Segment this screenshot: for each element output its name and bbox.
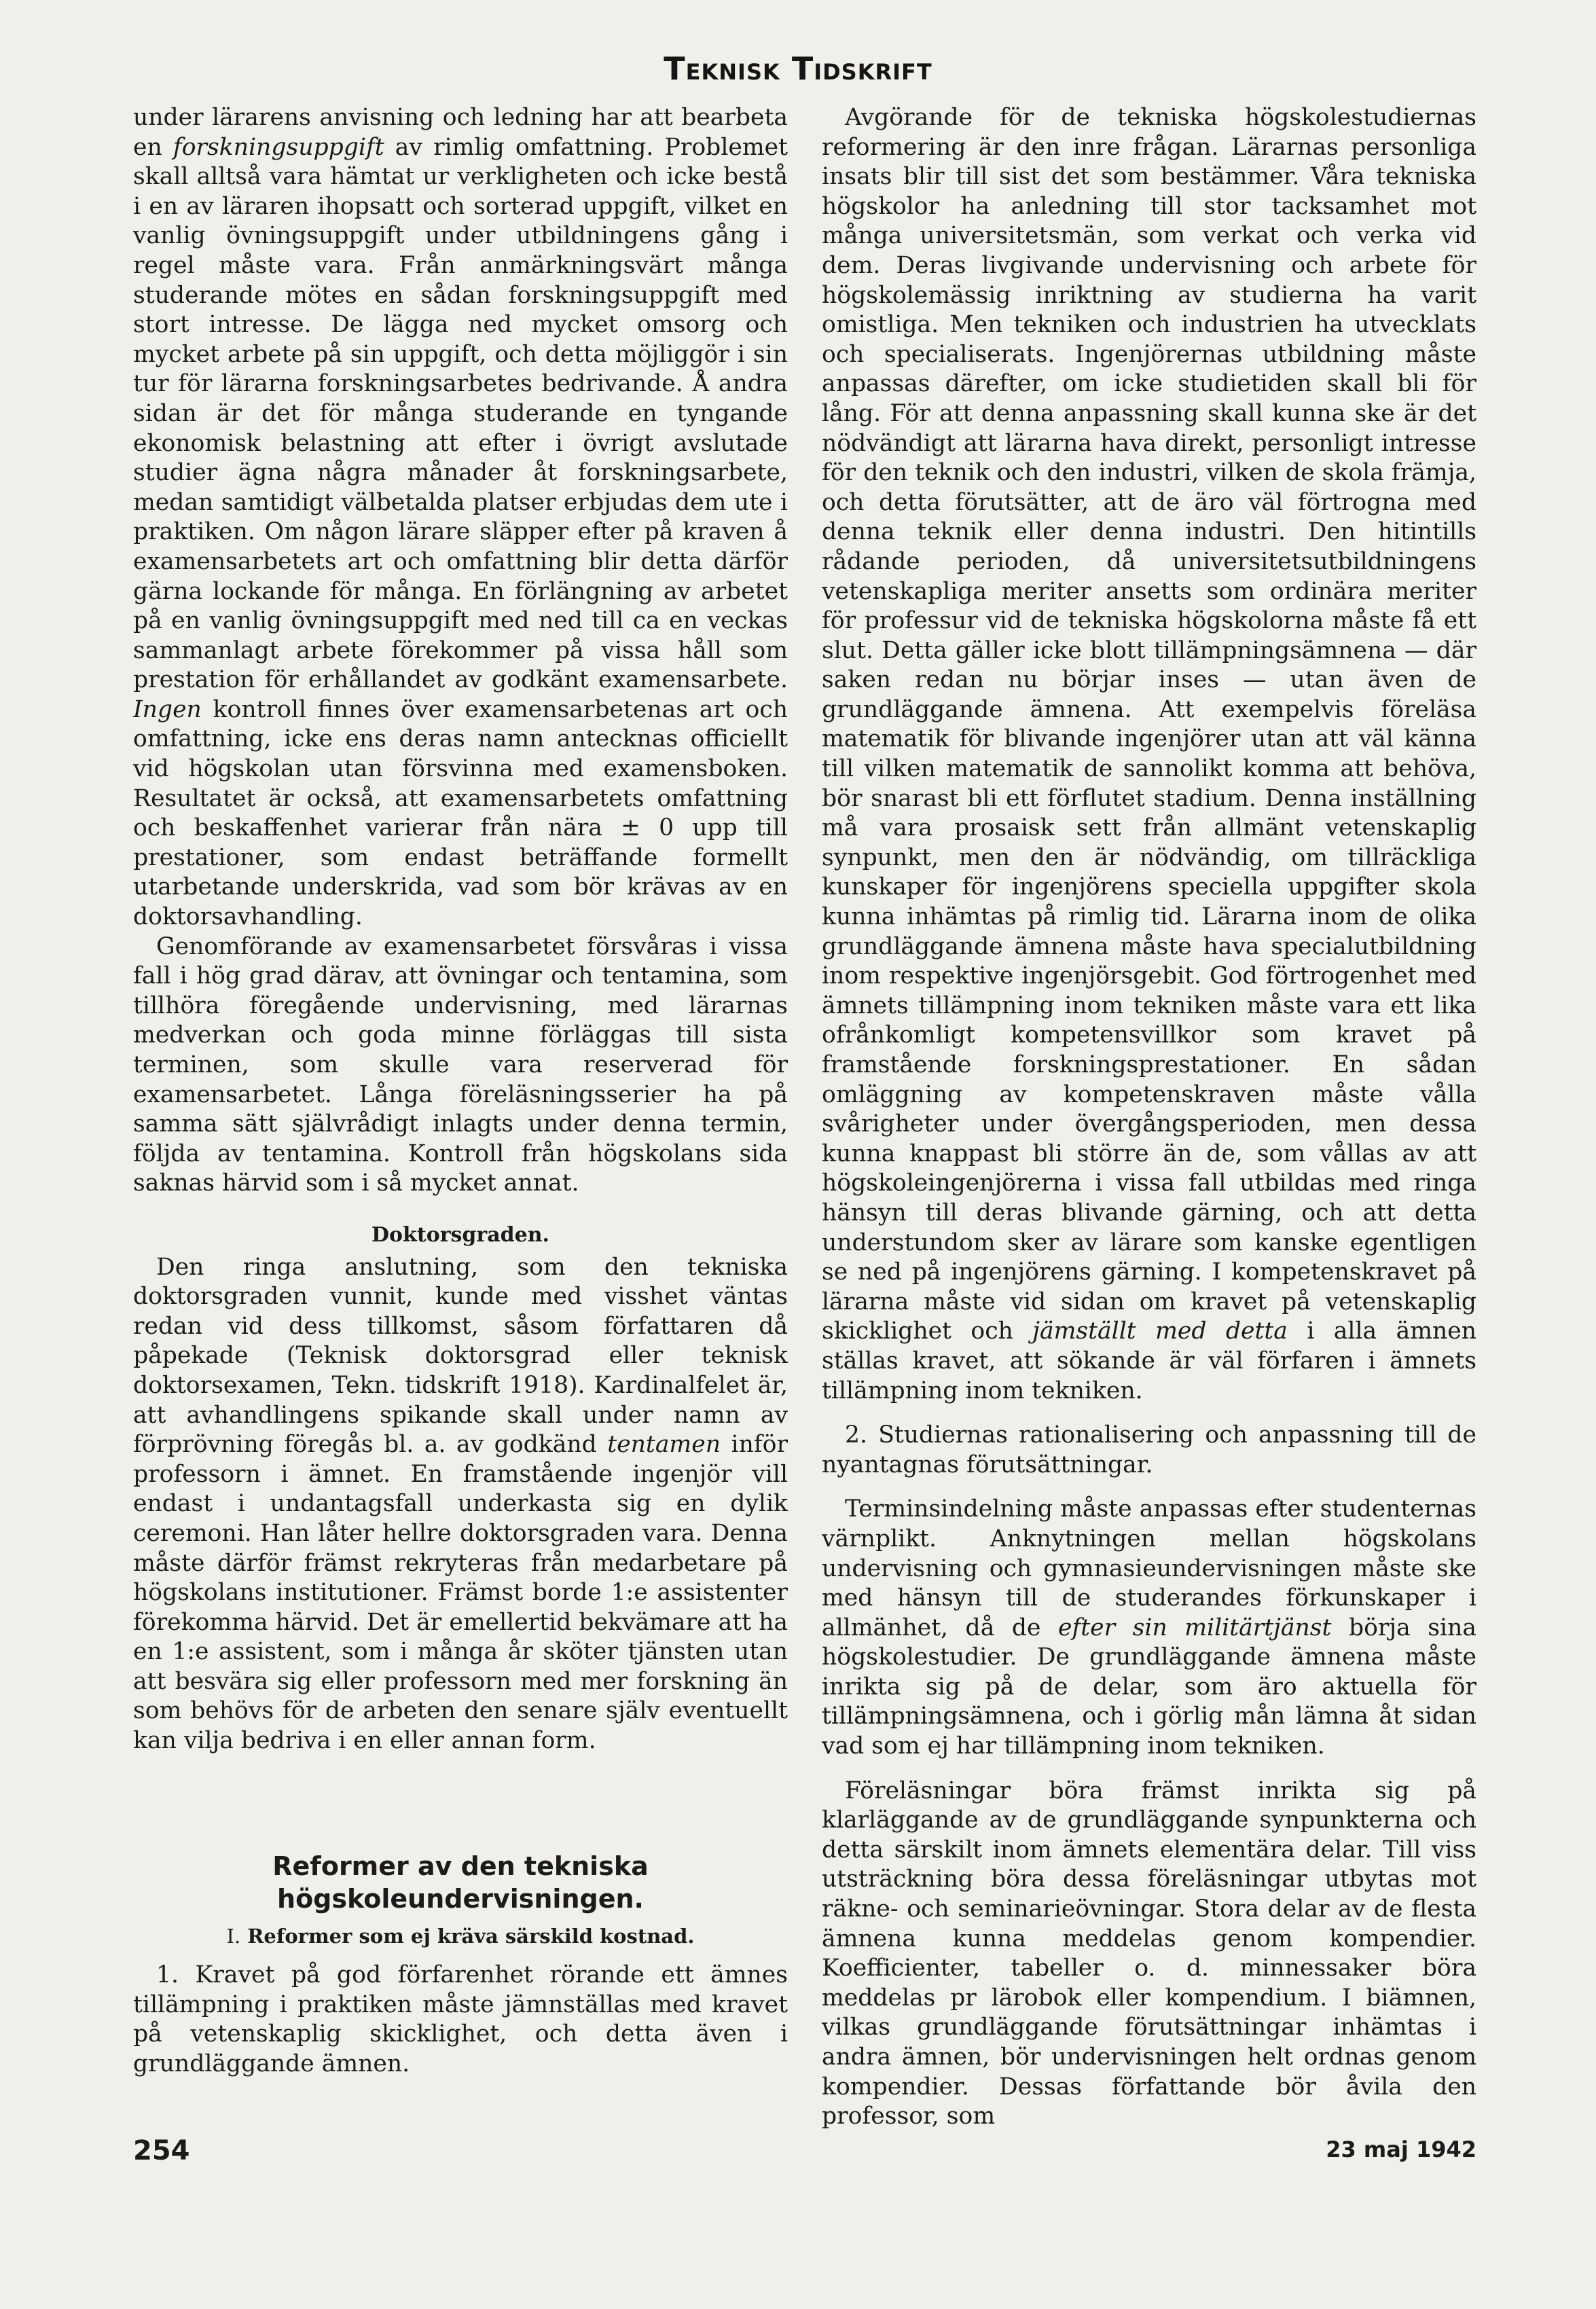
paragraph: Föreläsningar böra främst inrikta sig på klarläggande av de grundläggande synpunkterna och detta särskilt inom ämnets elementära delar. Till viss utsträckning böra dessa föreläsningar utbytas mot räkne- och seminarieövningar. Stora delar av de flesta ämnena kunna meddelas genom kompendier. Koefficienter, tabeller o. d. minnessaker böra meddelas pr lärobok eller kompendium. I biämnen, vilkas grundläggande förutsättningar inhämtas i andra ämnen, bör undervisningen helt ordnas genom kompendier. Dessas författande bör åvila den professor, som [822,1777,1476,2130]
paragraph: 2. Studiernas rationalisering och anpassning till de nyantagnas förutsättningar. [822,1421,1476,1478]
section-subtitle: I. Reformer som ej kräva särskild kostnad. [226,1924,695,1948]
journal-header: Teknisk Tidskrift [664,50,932,87]
paragraph: Den ringa anslutning, som den tekniska doktorsgraden vunnit, kunde med visshet väntas redan vid dess tillkomst, såsom författaren då påpekade (Teknisk doktorsgrad eller teknisk doktorsexamen, Tekn. tidskrift 1918). Kardinalfelet är, att avhandlingens spikande skall under namn av förprövning föregås bl. a. av godkänd tentamen inför professorn i ämnet. En framstående ingenjör vill endast i undantagsfall underkasta sig en dylik ceremoni. Han låter hellre doktorsgraden vara. Denna måste därför främst rekryteras från medarbetare på högskolans institutioner. Främst borde 1:e assistenter förekomma härvid. Det är emellertid bekvämare att ha en 1:e assistent, som i många år sköter tjänsten utan att besvära sig eller professorn med mer forskning än som behövs för de arbeten den senare själv eventuellt kan vilja bedriva i en eller annan form. [133,1253,788,1755]
section-title: Reformer av den tekniska högskoleundervisningen. [272,1851,649,1914]
paragraph: under lärarens anvisning och ledning har att bearbeta en forskningsuppgift av rimlig omfattning. Problemet skall alltså vara hämtat ur verkligheten och icke bestå i en av läraren ihopsatt och sorterad uppgift, vilket en vanlig övningsuppgift under utbildningens gång i regel måste vara. Från anmärkningsvärt många studerande mötes en sådan forskningsuppgift med stort intresse. De lägga ned mycket omsorg och mycket arbete på sin uppgift, och detta möjliggör i sin tur för lärarna forskningsarbetes bedrivande. Å andra sidan är det för många studerande en tyngande ekonomisk belastning att efter i övrigt avslutade studier ägna några månader åt forskningsarbete, medan samtidigt välbetalda platser erbjudas dem ute i praktiken. Om någon lärare släpper efter på kraven å examensarbetets art och omfattning blir detta därför gärna lockande för många. En förlängning av arbetet på en vanlig övningsuppgift med ned till ca en veckas sammanlagt arbete förekommer på vissa håll som prestation för erhållandet av godkänt examensarbete. Ingen kontroll finnes över examensarbetenas art och omfattning, icke ens deras namn antecknas officiellt vid högskolan utan försvinna med examensboken. Resultatet är också, att examensarbetets omfattning och beskaffenhet varierar från nära ± 0 upp till prestationer, som endast beträffande formellt utarbetande underskrida, vad som bör krävas av en doktorsavhandling. [133,104,788,931]
paragraph: Genomförande av examensarbetet försvåras i vissa fall i hög grad därav, att övningar och tentamina, som tillhöra föregående undervisning, med lärarnas medverkan och goda minne förläggas till sista terminen, som skulle vara reserverad för examensarbetet. Långa föreläsningsserier ha på samma sätt självrådigt inlagts under denna termin, följda av tentamina. Kontroll från högskolans sida saknas härvid som i så mycket annat. [133,932,788,1197]
issue-date: 23 maj 1942 [1326,2137,1476,2162]
paragraph: 1. Kravet på god förfarenhet rörande ett ämnes tillämpning i praktiken måste jämnställas med kravet på vetenskaplig skicklighet, och detta även i grundläggande ämnen. [133,1961,788,2078]
page-number: 254 [133,2135,190,2166]
paragraph: Avgörande för de tekniska högskolestudiernas reformering är den inre frågan. Lärarnas personliga insats blir till sist det som bestämmer. Våra tekniska högskolor ha anledning till stor tacksamhet mot många universitetsmän, som verkat och verka vid dem. Deras livgivande undervisning och arbete för högskolemässig inriktning av studierna ha varit omistliga. Men tekniken och industrien ha utvecklats och specialiserats. Ingenjörernas utbildning måste anpassas därefter, om icke studietiden skall bli för lång. För att denna anpassning skall kunna ske är det nödvändigt att lärarna hava direkt, personligt intresse för den teknik och den industri, vilken de skola främja, och detta förutsätter, att de äro väl förtrogna med denna teknik eller denna industri. Den hitintills rådande perioden, då universitetsutbildningens vetenskapliga meriter ansetts som ordinära meriter för professur vid de tekniska högskolorna måste få ett slut. Detta gäller icke blott tillämpningsämnena — där saken redan nu börjar inses — utan även de grundläggande ämnena. Att exempelvis föreläsa matematik för blivande ingenjörer utan att väl känna till vilken matematik de sannolikt komma att behöva, bör snarast bli ett förflutet stadium. Denna inställning må vara prosaisk sett från allmänt vetenskaplig synpunkt, men den är nödvändig, om tillräckliga kunskaper för ingenjörens speciella uppgifter skola kunna inhämtas på rimlig tid. Lärarna inom de olika grundläggande ämnena måste hava specialutbildning inom respektive ingenjörsgebit. God förtrogenhet med ämnets tillämpning inom tekniken måste vara ett lika ofrånkomligt kompetensvillkor som kravet på framstående forskningsprestationer. En sådan omläggning av kompetenskraven måste vålla svårigheter under övergångsperioden, men dessa kunna knappast bli större än de, som vållas av att högskoleingenjörerna i vissa fall utbildas med ringa hänsyn till deras blivande gärning, och att detta understundom sker av lärare som kanske egentligen se ned på ingenjörens gärning. I kompetenskravet på lärarna måste vid sidan om kravet på vetenskaplig skicklighet och jämställt med detta i alla ämnen ställas kravet, att sökande är väl förfaren i ämnets tillämpning inom tekniken. [822,104,1476,1404]
right-column [822,103,1476,2132]
paragraph: Terminsindelning måste anpassas efter studenternas värnplikt. Anknytningen mellan högskolans undervisning och gymnasieundervisningen måste ske med hänsyn till de studerandes förkunskaper i allmänhet, då de efter sin militärtjänst börja sina högskolestudier. De grundläggande ämnena måste inrikta sig på de delar, som äro aktuella för tillämpningsämnena, och i görlig mån lämna åt sidan vad som ej har tillämpning inom tekniken. [822,1495,1476,1760]
subheading-doktorsgraden: Doktorsgraden. [371,1222,549,1247]
left-column [133,103,788,2079]
